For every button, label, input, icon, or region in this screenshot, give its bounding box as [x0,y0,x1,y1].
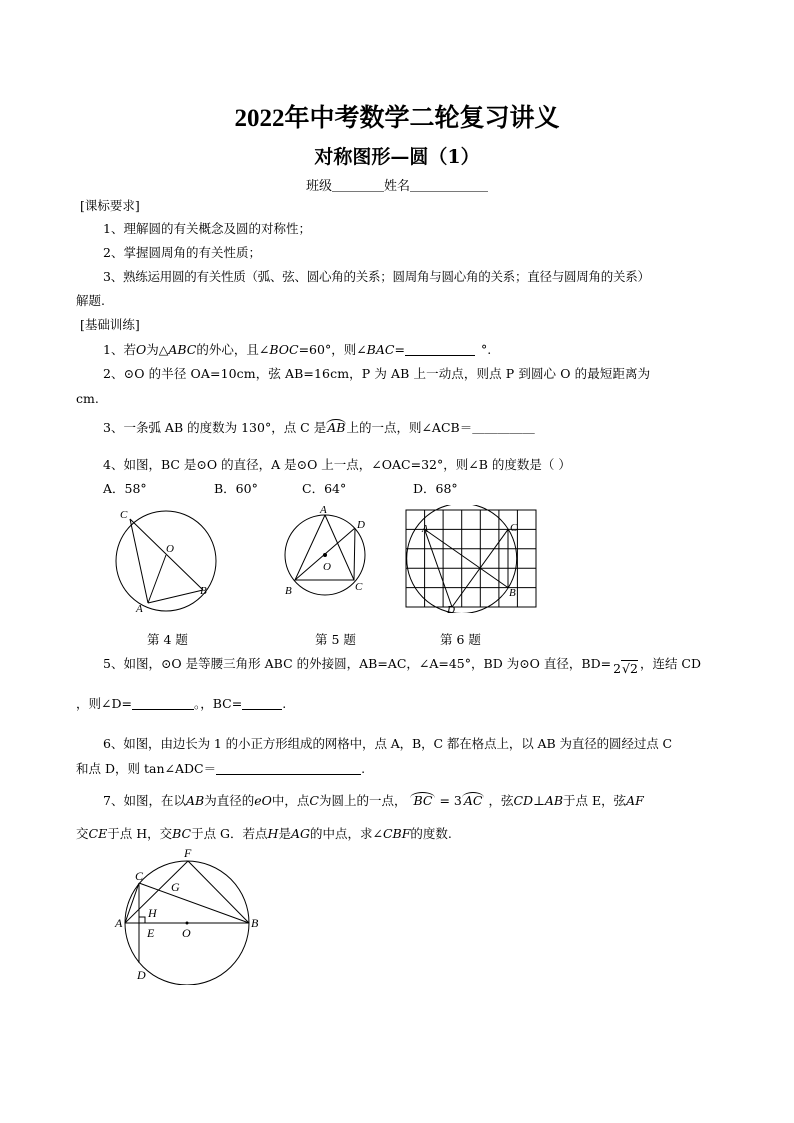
answer-blank-angle-d[interactable] [132,696,194,710]
fig5-label-d: D [357,519,365,531]
requirement-item-1: 1、理解圆的有关概念及圆的对称性； [103,221,311,236]
fig6-label-d: D [447,604,455,613]
q4-option-b: B．60° [214,481,258,496]
page-title: 2022年中考数学二轮复习讲义 [234,105,560,132]
fig4-radius-oa [148,555,166,603]
question-7-line-2: 交CE于点 H，交BC于点 G．若点H是AG的中点，求∠CBF的度数. [76,826,452,841]
question-2-line-1: 2、⊙O 的半径 OA=10cm，弦 AB=16cm，P 为 AB 上一动点，则点 P 到圆心 O 的最短距离为 [103,366,651,381]
fig6-diameter-ab [425,529,508,587]
fig6-label-c: C [510,522,518,534]
fig4-label-c: C [120,509,128,521]
question-1: 1、若O为△ABC的外心，且∠BOC=60°，则∠BAC= °. [103,342,492,357]
question-5-line-1: 5、如图，⊙O 是等腰三角形 ABC 的外接圆，AB=AC，∠A=45°，BD 为⊙O 直径，BD= 2√2 ，连结 CD [103,656,702,676]
fig7-label-h: H [148,906,157,920]
fig4-chord-ab [148,590,203,603]
question-4: 4、如图，BC 是⊙O 的直径，A 是⊙O 上一点，∠OAC=32°，则∠B 的度数是（ ） [103,457,571,472]
question-7-line-1: 7、如图，在以AB为直径的eO中，点C为圆上的一点， BC = 3 AC ，弦CD⊥AB于点 E，弦AF [103,793,644,808]
answer-blank-bc[interactable] [242,696,282,710]
training-heading: [基础训练] [80,317,140,332]
question-5-line-2: ，则∠D= 。，BC= . [76,696,287,711]
fig5-label-c: C [355,581,363,593]
fig7-center-dot [186,922,189,925]
fig4-label-o: O [166,543,174,555]
q4-option-c: C．64° [302,481,347,496]
q4-option-d: D．68° [413,481,458,496]
requirement-item-2: 2、掌握圆周角的有关性质； [103,245,261,260]
fig7-label-b: B [251,916,259,930]
fig4-chord-ca [130,519,148,603]
caption-figure-4: 第 4 题 [147,632,188,647]
fig7-label-d: D [137,968,146,982]
sqrt-expression: 2√2 [613,661,638,676]
figure-4 [108,505,233,620]
fig7-right-angle-mark [139,917,145,923]
fig6-label-b: B [509,587,516,599]
fig7-label-o: O [182,926,191,940]
fig5-chord-cd [354,528,355,580]
answer-blank-tan[interactable] [216,761,361,775]
fig7-label-c: C [135,869,144,883]
fig7-label-a: A [115,916,123,930]
page-subtitle: 对称图形—圆（1） [314,146,480,168]
fig5-center-dot [323,553,327,557]
requirement-item-3-cont: 解题. [76,293,105,308]
question-3: 3、一条弧 AB 的度数为 130°，点 C 是AB上的一点，则∠ACB＝＿＿＿＿＿ [103,420,535,435]
fig4-label-a: A [136,603,143,615]
fig6-label-a: A [422,524,429,535]
figure-7 [112,845,267,985]
fig7-label-e: E [147,926,155,940]
figure-5 [280,500,380,600]
question-6-line-1: 6、如图，由边长为 1 的小正方形组成的网格中，点 A，B，C 都在格点上，以 AB 为直径的圆经过点 C [103,736,672,751]
fig7-chord-ac [125,883,139,923]
answer-blank[interactable] [405,342,475,356]
fig5-label-b: B [285,585,292,597]
caption-figure-5: 第 5 题 [315,632,356,647]
fig4-label-b: B [200,585,207,597]
caption-figure-6: 第 6 题 [440,632,481,647]
fig5-label-a: A [320,504,327,516]
figure-6 [400,505,542,613]
fig5-label-o: O [323,561,331,573]
class-name-line: 班级＿＿＿＿姓名＿＿＿＿＿＿ [305,179,488,194]
requirement-item-3: 3、熟练运用圆的有关性质（弧、弦、圆心角的关系；圆周角与圆心角的关系；直径与圆周角的关系） [103,269,650,284]
question-2-line-2: cm. [76,391,99,406]
q4-option-a: A．58° [103,481,147,496]
question-6-line-2: 和点 D，则 tan∠ADC＝ . [76,761,366,776]
fig7-chord-fb [188,861,249,923]
fig7-label-g: G [171,880,180,894]
fig7-label-f: F [184,846,192,860]
requirements-heading: [课标要求] [80,198,140,213]
